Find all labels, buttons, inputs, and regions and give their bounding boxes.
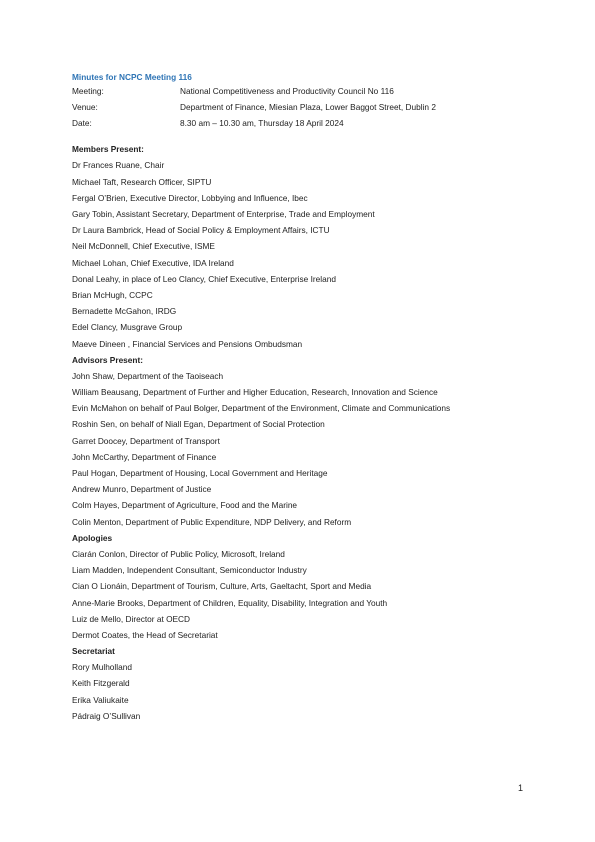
list-item: John McCarthy, Department of Finance bbox=[72, 451, 217, 462]
list-item: Michael Taft, Research Officer, SIPTU bbox=[72, 176, 212, 187]
secretariat-list bbox=[72, 659, 542, 724]
list-item: Roshin Sen, on behalf of Niall Egan, Department of Social Protection bbox=[72, 419, 325, 430]
members-list bbox=[72, 157, 542, 351]
meta-row-meeting bbox=[72, 83, 542, 99]
list-item: Bernadette McGahon, IRDG bbox=[72, 306, 177, 317]
list-item: Maeve Dineen , Financial Services and Pensions Ombudsman bbox=[72, 338, 303, 349]
apologies-heading: Apologies bbox=[72, 532, 113, 543]
meta-row-venue bbox=[72, 99, 542, 115]
list-item: Dr Laura Bambrick, Head of Social Policy & Employment Affairs, ICTU bbox=[72, 225, 330, 236]
list-item: Colm Hayes, Department of Agriculture, Food and the Marine bbox=[72, 500, 298, 511]
meta-row-date bbox=[72, 115, 542, 131]
list-item: Neil McDonnell, Chief Executive, ISME bbox=[72, 241, 215, 252]
meta-value: National Competitiveness and Productivity Council No 116 bbox=[180, 86, 394, 96]
list-item: Gary Tobin, Assistant Secretary, Department of Enterprise, Trade and Employment bbox=[72, 209, 375, 220]
meta-label: Venue: bbox=[72, 102, 98, 113]
list-item: Fergal O’Brien, Executive Director, Lobbying and Influence, Ibec bbox=[72, 192, 308, 203]
advisors-heading: Advisors Present: bbox=[72, 354, 144, 365]
list-item: Cian O Lionáin, Department of Tourism, Culture, Arts, Gaeltacht, Sport and Media bbox=[72, 581, 372, 592]
list-item: Donal Leahy, in place of Leo Clancy, Chief Executive, Enterprise Ireland bbox=[72, 273, 336, 284]
list-item: Dermot Coates, the Head of Secretariat bbox=[72, 629, 218, 640]
list-item: Garret Doocey, Department of Transport bbox=[72, 435, 220, 446]
list-item: John Shaw, Department of the Taoiseach bbox=[72, 370, 224, 381]
document-title: Minutes for NCPC Meeting 116 bbox=[72, 72, 192, 82]
meta-value: Department of Finance, Miesian Plaza, Lower Baggot Street, Dublin 2 bbox=[180, 102, 436, 113]
list-item: Paul Hogan, Department of Housing, Local Government and Heritage bbox=[72, 468, 328, 479]
list-item: Keith Fitzgerald bbox=[72, 678, 130, 689]
list-item: Liam Madden, Independent Consultant, Semiconductor Industry bbox=[72, 565, 307, 576]
list-item: Anne-Marie Brooks, Department of Children, Equality, Disability, Integration and Youth bbox=[72, 597, 388, 608]
list-item: Andrew Munro, Department of Justice bbox=[72, 484, 212, 495]
list-item: Ciarán Conlon, Director of Public Policy, Microsoft, Ireland bbox=[72, 548, 285, 559]
meta-value: 8.30 am – 10.30 am, Thursday 18 April 2024 bbox=[180, 118, 344, 129]
list-item: Dr Frances Ruane, Chair bbox=[72, 160, 165, 171]
list-item: Michael Lohan, Chief Executive, IDA Ireland bbox=[72, 257, 234, 268]
list-item: Evin McMahon on behalf of Paul Bolger, Department of the Environment, Climate and Communications bbox=[72, 403, 451, 414]
list-item: Pádraig O’Sullivan bbox=[72, 710, 141, 721]
advisors-list bbox=[72, 368, 542, 530]
list-item: Erika Valiukaite bbox=[72, 694, 129, 705]
meta-label: Date: bbox=[72, 118, 92, 129]
list-item: Rory Mulholland bbox=[72, 662, 132, 673]
list-item: Edel Clancy, Musgrave Group bbox=[72, 322, 183, 333]
list-item: Colin Menton, Department of Public Expenditure, NDP Delivery, and Reform bbox=[72, 516, 352, 527]
apologies-list bbox=[72, 546, 542, 643]
document-page bbox=[72, 71, 542, 724]
page-number: 1 bbox=[518, 783, 524, 793]
secretariat-heading: Secretariat bbox=[72, 646, 115, 657]
list-item: Luiz de Mello, Director at OECD bbox=[72, 613, 191, 624]
meta-label: Meeting: bbox=[72, 86, 104, 96]
members-heading: Members Present: bbox=[72, 144, 144, 155]
list-item: William Beausang, Department of Further and Higher Education, Research, Innovation and Science bbox=[72, 387, 438, 398]
spacer bbox=[72, 131, 542, 141]
list-item: Brian McHugh, CCPC bbox=[72, 289, 153, 300]
